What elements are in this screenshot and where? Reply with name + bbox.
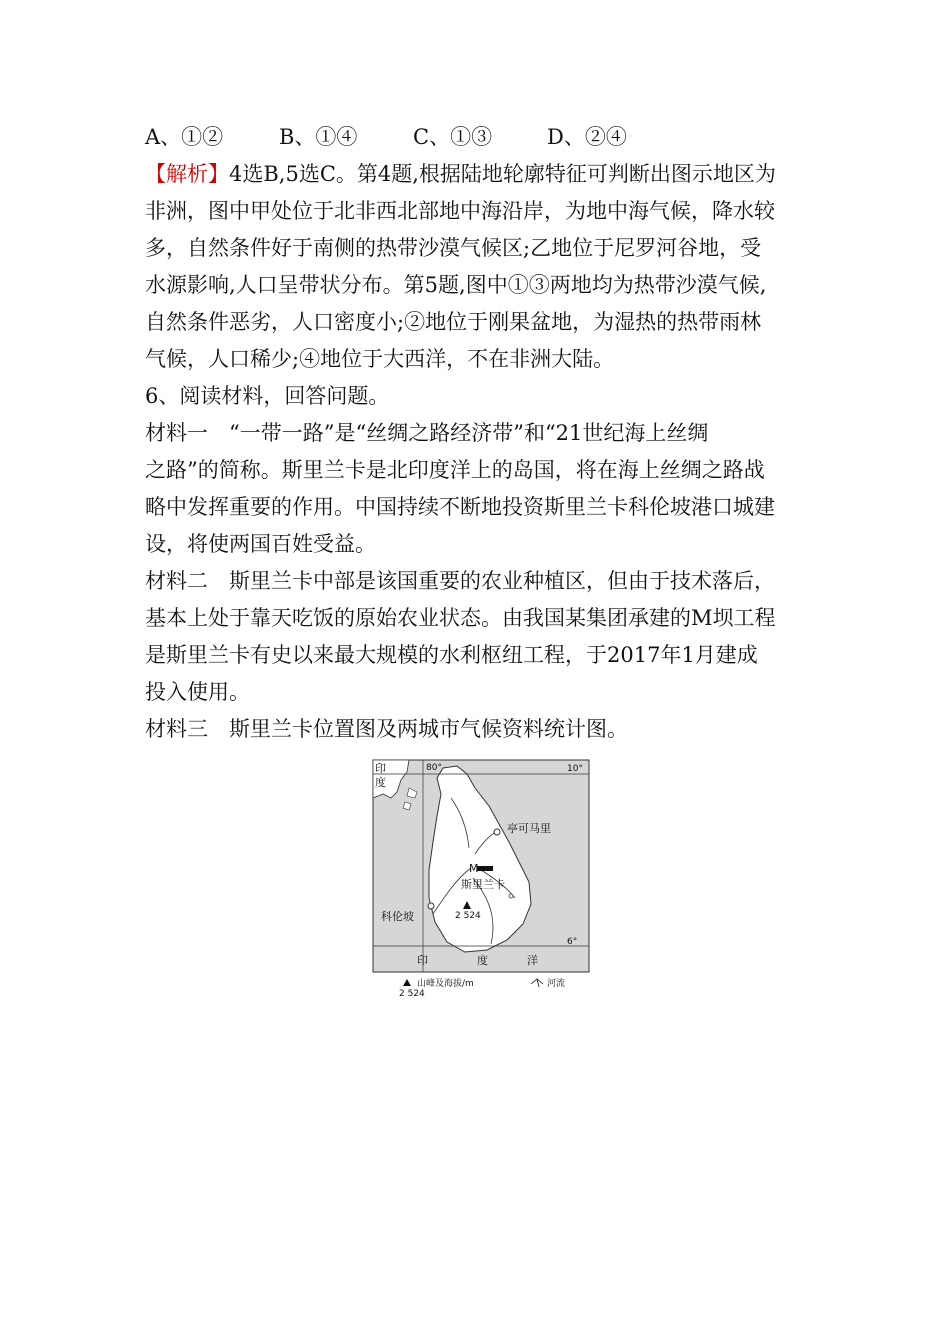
analysis-line-4: 水源影响,人口呈带状分布。第5题,图中①③两地均为热带沙漠气候,	[145, 273, 767, 297]
lon-label: 80°	[426, 763, 442, 773]
answer-options	[145, 119, 681, 156]
ocean-label-3: 洋	[527, 954, 538, 967]
peak-value-label: 2 524	[455, 911, 481, 921]
question-title: 6、阅读材料，回答问题。	[145, 384, 390, 408]
material-line-5: 材料二 斯里兰卡中部是该国重要的农业种植区，但由于技术落后，	[145, 569, 775, 593]
option-a: A、①②	[145, 125, 224, 149]
dam-marker	[477, 866, 493, 871]
ocean-label-1: 印	[417, 954, 428, 967]
sri-lanka-map	[371, 758, 591, 998]
material-line-9: 材料三 斯里兰卡位置图及两城市气候资料统计图。	[145, 717, 628, 741]
material-line-8: 投入使用。	[145, 680, 250, 704]
lat-top-label: 10°	[567, 764, 583, 774]
analysis-line-5: 自然条件恶劣，人口密度小;②地位于刚果盆地，为湿热的热带雨林	[145, 310, 762, 334]
legend-river-label: 河流	[547, 979, 566, 989]
material-line-4: 设，将使两国百姓受益。	[145, 532, 376, 556]
ocean-label-2: 度	[477, 954, 488, 967]
town-dot	[509, 894, 513, 898]
india-label-2: 度	[375, 776, 386, 789]
legend-peak-value: 2 524	[399, 989, 425, 998]
material-line-1: 材料一 “一带一路”是“丝绸之路经济带”和“21世纪海上丝绸	[145, 421, 709, 445]
analysis-line-1: 【解析】4选B,5选C。第4题,根据陆地轮廓特征可判断出图示地区为	[145, 162, 776, 186]
country-label: 斯里兰卡	[461, 878, 505, 891]
option-b: B、①④	[279, 125, 358, 149]
material-line-6: 基本上处于靠天吃饭的原始农业状态。由我国某集团承建的M坝工程	[145, 606, 776, 630]
legend-river-icon	[531, 979, 543, 987]
lat-bottom-label: 6°	[567, 937, 578, 947]
india-label-1: 印	[375, 762, 386, 775]
legend-peak-label: 山峰及海拔/m	[417, 979, 474, 989]
material-line-7: 是斯里兰卡有史以来最大规模的水利枢纽工程，于2017年1月建成	[145, 643, 758, 667]
analysis-line-2: 非洲，图中甲处位于北非西北部地中海沿岸，为地中海气候，降水较	[145, 199, 775, 223]
colombo-dot	[428, 903, 434, 909]
trincomalee-dot	[494, 829, 500, 835]
colombo-label: 科伦坡	[381, 910, 414, 923]
analysis-line-3: 多，自然条件好于南侧的热带沙漠气候区;乙地位于尼罗河谷地，受	[145, 236, 762, 260]
material-line-3: 略中发挥重要的作用。中国持续不断地投资斯里兰卡科伦坡港口城建	[145, 495, 775, 519]
dam-label: M	[469, 862, 479, 875]
option-d: D、②④	[547, 125, 627, 149]
legend-peak-icon	[403, 979, 411, 986]
material-line-2: 之路”的简称。斯里兰卡是北印度洋上的岛国，将在海上丝绸之路战	[145, 458, 765, 482]
analysis-tag: 【解析】	[145, 162, 229, 186]
analysis-line-6: 气候，人口稀少;④地位于大西洋，不在非洲大陆。	[145, 347, 615, 371]
option-c: C、①③	[413, 125, 493, 149]
trincomalee-label: 亭可马里	[507, 822, 551, 835]
